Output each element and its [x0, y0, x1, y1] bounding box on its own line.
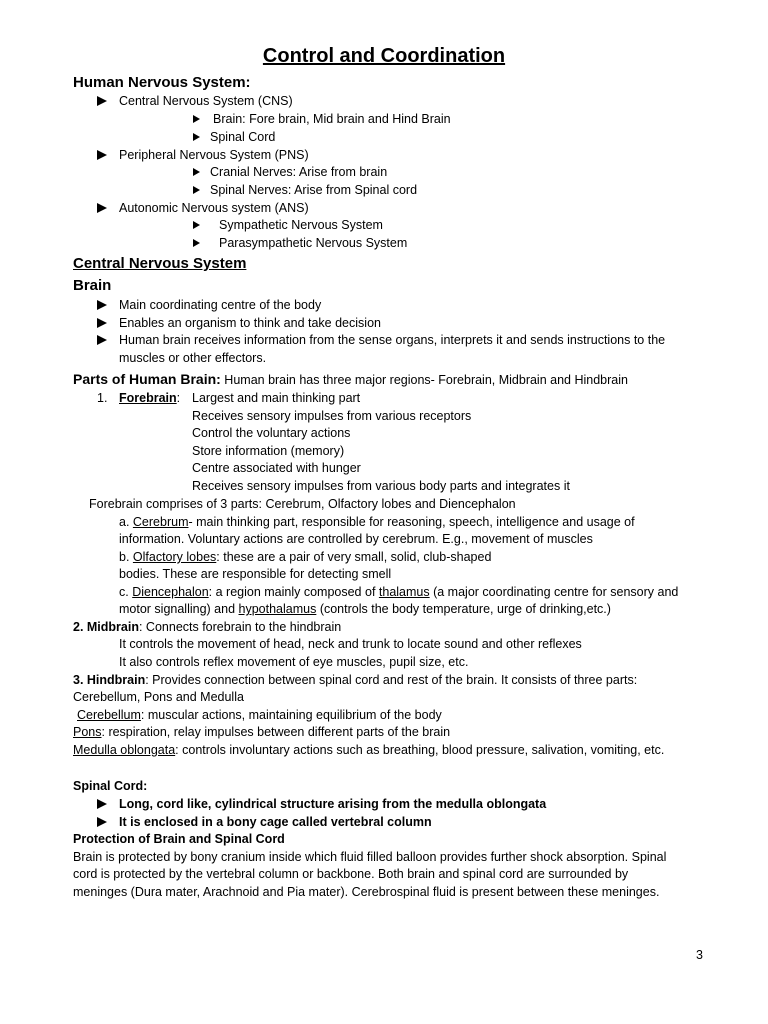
olfactory-text: : these are a pair of very small, solid, club-shaped — [216, 550, 492, 564]
olfactory-line — [119, 549, 491, 566]
cerebrum-line-2: information. Voluntary actions are controlled by cerebrum. E.g., movement of muscles — [119, 532, 593, 546]
bullet-icon — [97, 300, 107, 310]
midbrain-desc: It also controls reflex movement of eye muscles, pupil size, etc. — [119, 655, 469, 669]
bullet-icon — [193, 239, 200, 247]
hindbrain-text: : Provides connection between spinal cord and rest of the brain. It consists of three parts: — [145, 673, 638, 687]
protection-text: meninges (Dura mater, Arachnoid and Pia mater). Cerebrospinal fluid is present between these meninges. — [73, 885, 660, 899]
cns-sub-brain: Brain: Fore brain, Mid brain and Hind Brain — [213, 112, 451, 126]
brain-point: Enables an organism to think and take decision — [119, 316, 381, 330]
cerebrum-text: - main thinking part, responsible for reasoning, speech, intelligence and usage of — [188, 515, 635, 529]
brain-point: Main coordinating centre of the body — [119, 298, 322, 312]
cerebellum-text: : muscular actions, maintaining equilibrium of the body — [140, 708, 442, 722]
hindbrain-line-2: Cerebellum, Pons and Medulla — [73, 690, 244, 704]
cns-item: Central Nervous System (CNS) — [119, 94, 293, 108]
olfactory-term: Olfactory lobes — [132, 550, 217, 564]
spinal-point: Long, cord like, cylindrical structure arising from the medulla oblongata — [119, 797, 547, 811]
parts-intro: Human brain has three major regions- Forebrain, Midbrain and Hindbrain — [224, 373, 628, 387]
thalamus-term: thalamus — [378, 585, 430, 599]
brain-point: Human brain receives information from the sense organs, interprets it and sends instructions to the — [119, 333, 666, 347]
cerebrum-line — [119, 514, 635, 531]
midbrain-line — [73, 619, 341, 636]
brain-point-cont: muscles or other effectors. — [119, 351, 267, 365]
forebrain-desc: Store information (memory) — [192, 444, 345, 458]
forebrain-desc: Control the voluntary actions — [192, 426, 351, 440]
forebrain-number: 1. — [97, 391, 108, 405]
protection-text: cord is protected by the vertebral column or backbone. Both brain and spinal cord are surrounded by — [73, 867, 629, 881]
forebrain-desc: Receives sensory impulses from various body parts and integrates it — [192, 479, 570, 493]
forebrain-desc: Receives sensory impulses from various receptors — [192, 409, 472, 423]
forebrain-colon: : — [176, 391, 181, 405]
forebrain-term: Forebrain — [119, 391, 177, 405]
midbrain-term: 2. Midbrain — [73, 620, 139, 634]
diencephalon-text-2: (a major coordinating centre for sensory and — [429, 585, 679, 599]
bullet-icon — [97, 203, 107, 213]
bullet-icon — [97, 799, 107, 809]
item-letter: b. — [119, 550, 133, 564]
bullet-icon — [97, 335, 107, 345]
ans-item: Autonomic Nervous system (ANS) — [119, 201, 309, 215]
brain-heading: Brain — [73, 277, 112, 294]
hns-heading: Human Nervous System: — [73, 74, 251, 91]
pns-sub-cranial: Cranial Nerves: Arise from brain — [210, 165, 388, 179]
pns-sub-spinal: Spinal Nerves: Arise from Spinal cord — [210, 183, 418, 197]
medulla-line — [73, 742, 664, 759]
bullet-icon — [193, 133, 200, 141]
cerebrum-term: Cerebrum — [132, 515, 189, 529]
ans-sub-sympathetic: Sympathetic Nervous System — [219, 218, 383, 232]
bullet-icon — [193, 186, 200, 194]
pons-line — [73, 724, 450, 741]
ans-sub-parasympathetic: Parasympathetic Nervous System — [219, 236, 408, 250]
protection-text: Brain is protected by bony cranium inside which fluid filled balloon provides further shock absorption. Spinal — [73, 850, 667, 864]
hindbrain-line — [73, 672, 637, 689]
bullet-icon — [97, 150, 107, 160]
pons-term: Pons — [73, 725, 102, 739]
forebrain-comprises: Forebrain comprises of 3 parts: Cerebrum, Olfactory lobes and Diencephalon — [89, 497, 516, 511]
diencephalon-term: Diencephalon — [132, 585, 209, 599]
cerebellum-line — [77, 707, 442, 724]
forebrain-desc: Largest and main thinking part — [192, 391, 361, 405]
item-letter: c. — [119, 585, 133, 599]
cns-sub-spinal: Spinal Cord — [210, 130, 276, 144]
olfactory-line-2: bodies. These are responsible for detecting smell — [119, 567, 392, 581]
hypothalamus-term: hypothalamus — [238, 602, 317, 616]
forebrain-desc: Centre associated with hunger — [192, 461, 361, 475]
forebrain-label-line — [119, 390, 180, 407]
bullet-icon — [193, 221, 200, 229]
parts-heading: Parts of Human Brain: — [73, 371, 221, 387]
bullet-icon — [193, 168, 200, 176]
diencephalon-line — [119, 584, 678, 601]
diencephalon-text-3: motor signalling) and — [119, 602, 239, 616]
diencephalon-text-4: (controls the body temperature, urge of drinking,etc.) — [316, 602, 611, 616]
bullet-icon — [97, 318, 107, 328]
diencephalon-line-2 — [119, 601, 611, 618]
cerebellum-term: Cerebellum — [77, 708, 141, 722]
bullet-icon — [97, 96, 107, 106]
pons-text: : respiration, relay impulses between different parts of the brain — [101, 725, 451, 739]
diencephalon-text: : a region mainly composed of — [208, 585, 379, 599]
pns-item: Peripheral Nervous System (PNS) — [119, 148, 309, 162]
page-title: Control and Coordination — [262, 45, 506, 67]
protection-heading: Protection of Brain and Spinal Cord — [73, 832, 285, 846]
bullet-icon — [97, 817, 107, 827]
hindbrain-term: 3. Hindbrain — [73, 673, 146, 687]
item-letter: a. — [119, 515, 133, 529]
spinal-heading: Spinal Cord: — [73, 779, 148, 793]
parts-line — [73, 369, 628, 390]
page-number: 3 — [696, 948, 703, 962]
midbrain-desc: It controls the movement of head, neck and trunk to locate sound and other reflexes — [119, 637, 582, 651]
cns-heading: Central Nervous System — [73, 255, 247, 272]
spinal-point: It is enclosed in a bony cage called vertebral column — [119, 815, 432, 829]
medulla-term: Medulla oblongata — [73, 743, 176, 757]
midbrain-text: : Connects forebrain to the hindbrain — [138, 620, 342, 634]
medulla-text: : controls involuntary actions such as breathing, blood pressure, salivation, vomiting, etc. — [175, 743, 665, 757]
bullet-icon — [193, 115, 200, 123]
